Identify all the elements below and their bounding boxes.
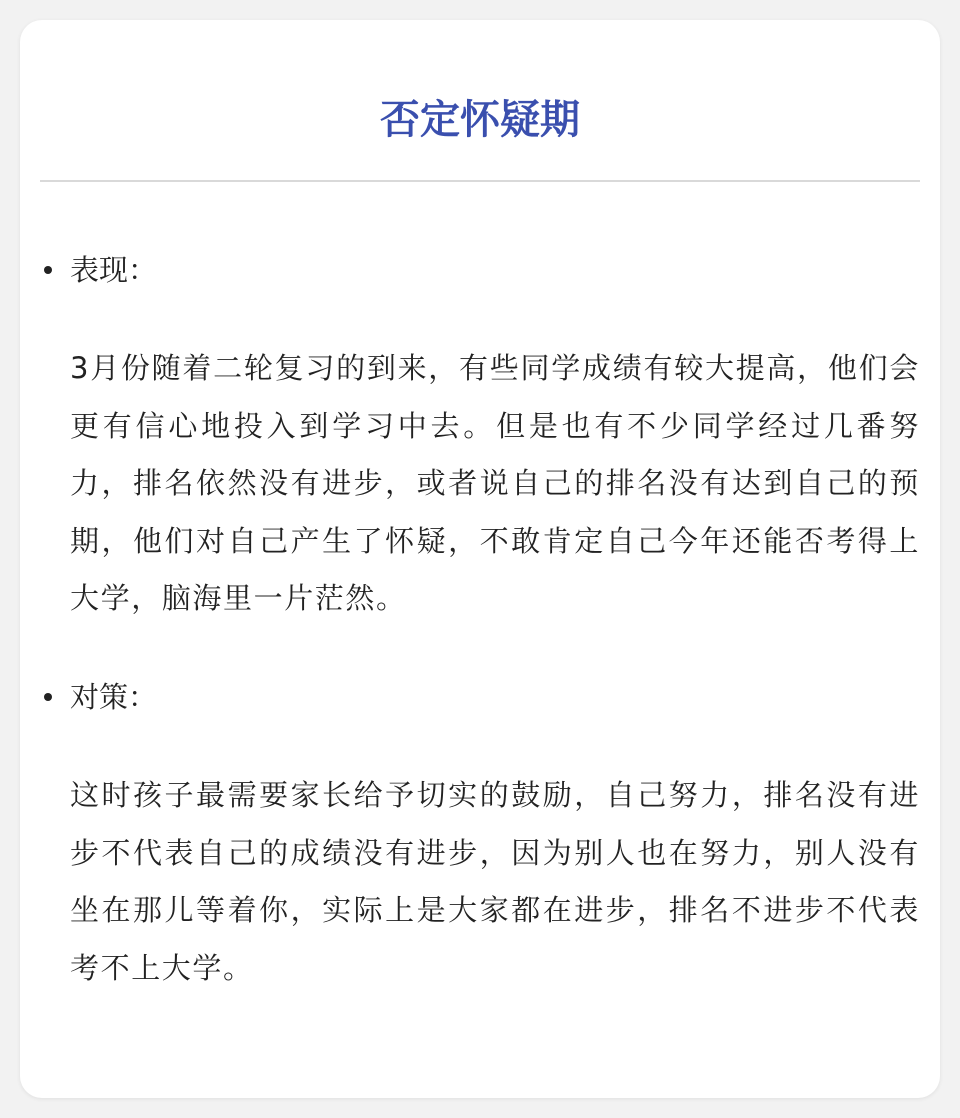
section-heading-countermeasures: [44, 677, 157, 717]
section-body-countermeasures: 这时孩子最需要家长给予切实的鼓励，自己努力，排名没有进步不代表自己的成绩没有进步，因为别人也在努力，别人没有坐在那儿等着你，实际上是大家都在进步，排名不进步不代表考不上大学。: [70, 778, 920, 985]
bullet-icon: [44, 693, 52, 701]
page-title: 否定怀疑期: [380, 97, 580, 143]
section-body-symptoms: 3月份随着二轮复习的到来，有些同学成绩有较大提高，他们会更有信心地投入到学习中去。但是也有不少同学经过几番努力，排名依然没有进步，或者说自己的排名没有达到自己的预期，他们对自己产生了怀疑，不敢肯定自己今年还能否考得上大学，脑海里一片茫然。: [70, 351, 920, 615]
bullet-icon: [44, 266, 52, 274]
section-heading-label: 对策：: [70, 680, 158, 714]
title-divider: [40, 180, 920, 182]
section-heading-symptoms: [44, 250, 157, 290]
section-heading-label: 表现：: [70, 253, 158, 287]
